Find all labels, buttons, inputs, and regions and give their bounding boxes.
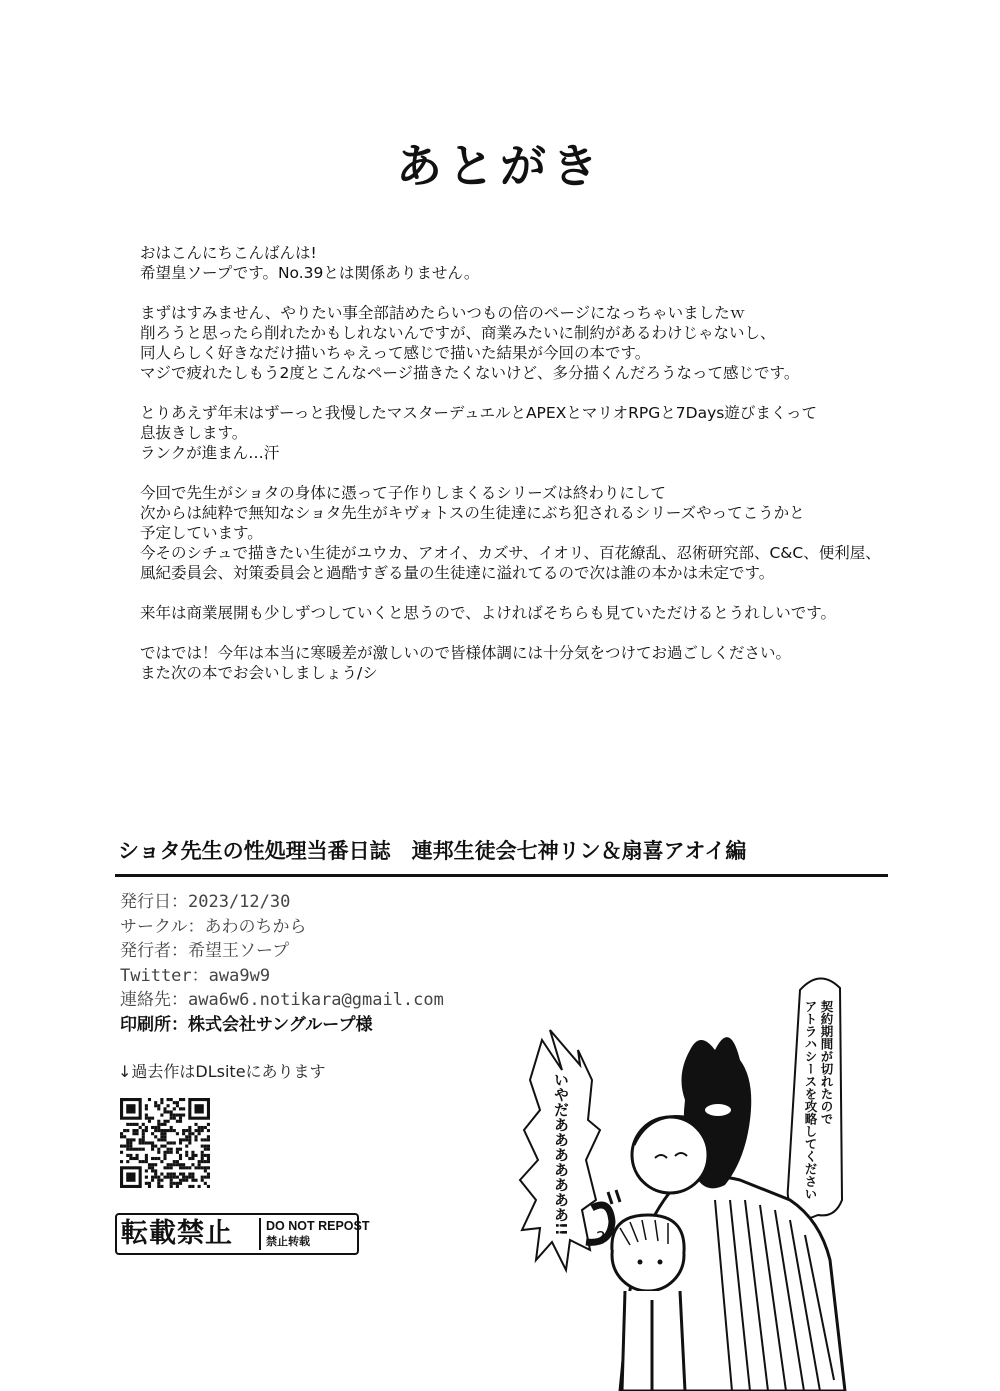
page-title: あとがき [396,139,604,193]
manga-illustration [500,960,1000,1391]
credit-label: 連絡先： [120,990,188,1010]
shout-text: いやだあああああああ!! [552,1072,570,1236]
credit-value: 株式会社サングループ様 [188,1014,373,1035]
no-repost-badge [115,1213,370,1255]
afterword-line: 息抜きします。 [140,424,248,442]
credit-row-publisher [120,939,540,964]
afterword-line: 予定しています。 [140,524,263,542]
afterword-paragraph [140,243,900,283]
title-rule [115,874,888,877]
afterword-line: 風紀委員会、対策委員会と過酷すぎる量の生徒達に溢れてるので次は誰の本かは未定です。 [140,564,775,582]
credits-block [120,890,540,1037]
book-title: ショタ先生の性処理当番日誌 連邦生徒会七神リン＆扇喜アオイ編 [118,839,747,863]
credit-value: awa6w6.notikara@gmail.com [188,990,444,1010]
afterword-line: マジで疲れたしもう2度とこんなページ描きたくないけど、多分描くんだろうなって感じです。 [140,364,800,382]
no-repost-en: DO NOT REPOST [266,1219,370,1233]
credit-row-printer [120,1013,540,1038]
afterword-line: 同人らしく好きなだけ描いちゃえって感じで描いた結果が今回の本です。 [140,344,651,362]
no-repost-labels [259,1218,370,1250]
afterword-line: とりあえず年末はずーっと我慢したマスターデュエルとAPEXとマリオRPGと7Days遊びまくって [140,404,818,422]
credit-label: 発行者： [120,941,188,961]
illustration-art [500,960,1000,1391]
afterword-line: 来年は商業展開も少しずつしていくと思うので、よければそちらも見ていただけるとうれしいです。 [140,604,836,622]
credit-row-circle [120,915,540,940]
afterword-line: ではでは！今年は本当に寒暖差が激しいので皆様体調には十分気をつけてお過ごしください。 [140,644,792,662]
afterword-paragraph [140,483,900,583]
credit-row-twitter [120,964,540,989]
afterword-body [140,243,900,703]
afterword-paragraph [140,303,900,383]
no-repost-cn: 禁止转载 [266,1235,310,1248]
credit-value: 希望王ソープ [188,941,290,961]
qr-code-icon[interactable] [120,1098,210,1188]
afterword-line: おはこんにちこんばんは! [140,244,317,262]
credit-label: Twitter： [120,965,209,986]
afterword-line: 今そのシチュで描きたい生徒がユウカ、アオイ、カズサ、イオリ、百花繚乱、忍術研究部、C&C、便利屋、 [140,544,881,562]
credit-row-contact [120,988,540,1013]
credit-label: 印刷所： [120,1014,188,1035]
afterword-paragraph [140,643,900,683]
afterword-paragraph [140,403,900,463]
credit-label: 発行日： [120,892,188,912]
credit-value: awa9w9 [208,965,271,986]
credit-value: あわのちから [204,916,307,937]
afterword-line: また次の本でお会いしましょう/シ [140,664,378,682]
bubble-line: アトラハシースを攻略してください [803,1000,818,1200]
bubble-line: 契約期間が切れたので [819,1000,834,1125]
afterword-paragraph [140,603,900,623]
past-works-note: ↓過去作はDLsiteにあります [118,1062,326,1081]
afterword-line: 希望皇ソープです。No.39とは関係ありません。 [140,264,480,282]
afterword-line: まずはすみません、やりたい事全部詰めたらいつもの倍のページになっちゃいましたｗ [140,304,746,322]
afterword-line: 今回で先生がショタの身体に憑って子作りしまくるシリーズは終わりにして [140,484,666,502]
afterword-line: 次からは純粋で無知なショタ先生がキヴォトスの生徒達にぶち犯されるシリーズやってこうかと [140,504,805,522]
credit-value: 2023/12/30 [188,892,291,912]
afterword-line: 削ろうと思ったら削れたかもしれないんですが、商業みたいに制約があるわけじゃないし、 [140,324,776,342]
credit-row-date [120,890,540,915]
credit-label: サークル： [120,916,205,937]
speech-bubble-text [802,1000,834,1200]
no-repost-jp: 転載禁止 [121,1218,233,1249]
afterword-line: ランクが進まん…汗 [140,444,280,462]
question-mark: ? [596,1228,606,1249]
